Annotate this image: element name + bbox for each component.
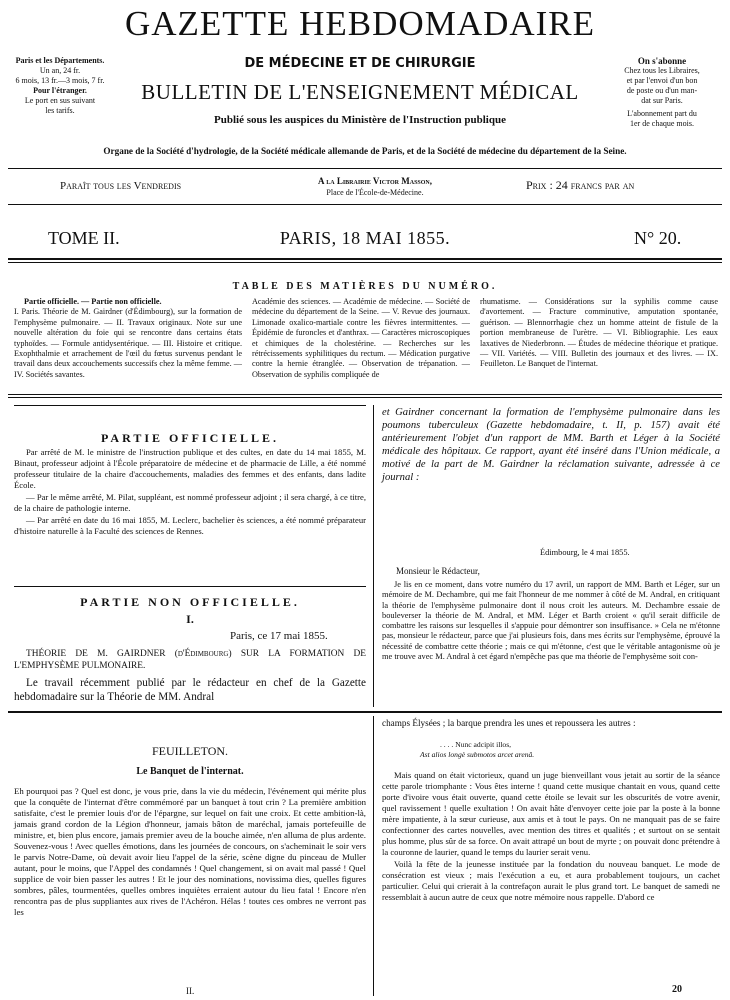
subscription-line: Paris et les Départements. <box>15 56 105 65</box>
article-continuation: et Gairdner concernant la formation de l'emphysème pulmonaire dans les poumons tuberculeux (Gazette hebdomadaire, t. II, p. 157) avait été antérieurement l'objet d'un rapport de MM. Barth et Léger à la Société médicale des hôpitaux. Ce rapport, ayant été inséré dans l'Union médicale, a motivé de la part de M. Gairdner la réclamation suivante, adressée à ce journal : <box>382 407 720 483</box>
feuilleton-body <box>14 786 366 919</box>
feuilleton-right-body <box>382 770 720 904</box>
toc-heading: TABLE DES MATIÈRES DU NUMÉRO. <box>232 281 498 292</box>
divider <box>14 586 366 587</box>
paragraph: Mais quand on était victorieux, quand un juge bienveillant vous jetait au sortir de la séance cette parole triomphante : Vous êtes interne ! quand cette musique chantait en vous, quand cette porte d'ivoire vous était ouverte, quand cette étoile se levait sur les obscurités de votre avenir, quel ravissement ! quelle exultation ! On avait hâte d'envoyer cette joie par la poste à la bonne mère impatiente, à la sœur curieuse, aux amis et à tout le pays. On ne manquait pas de se faire confectionner des cartes nouvelles, avec mention des titres et qualités ; et surtout on se sentait plus homme, plus sûr de sa force. On avait attrapé un bout de myrte ; on pouvait donc prétendre à la couronne de laurier, quand le temps du laurier serait venu. <box>382 770 720 857</box>
divider <box>8 711 722 713</box>
divider <box>8 397 722 398</box>
column-rule <box>373 405 374 707</box>
toc-column <box>14 297 242 380</box>
auspices-line: Publié sous les auspices du Ministère de l'Instruction publique <box>214 114 506 126</box>
subscription-line: L'abonnement part du <box>627 109 697 118</box>
masthead-subtitle: DE MÉDECINE ET DE CHIRURGIE <box>244 56 476 71</box>
masthead-title: GAZETTE HEBDOMADAIRE <box>124 4 596 43</box>
letter-body <box>382 580 720 663</box>
latin-quote-line: . . . . Nunc adcipit illos, <box>440 740 512 749</box>
subscription-line: Le port en sus suivant <box>24 96 96 105</box>
partie-non-officielle-heading: PARTIE NON OFFICIELLE. <box>80 595 300 609</box>
subscription-line: Chez tous les Libraires, <box>624 66 700 75</box>
divider <box>8 262 722 263</box>
letter-date: Édimbourg, le 4 mai 1855. <box>540 548 630 557</box>
subscription-line: et par l'envoi d'un bon <box>626 76 698 85</box>
publisher-address: Place de l'École-de-Médecine. <box>326 188 424 197</box>
bulletin-title: BULLETIN DE L'ENSEIGNEMENT MÉDICAL <box>141 80 579 104</box>
article-title: THÉORIE DE M. GAIRDNER (d'Édimbourg) SUR LA FORMATION DE L'EMPHYSÈME PULMONAIRE. <box>14 649 366 671</box>
feuilleton-label: FEUILLETON. <box>151 744 229 758</box>
subscription-line: Pour l'étranger. <box>33 86 87 95</box>
organ-line: Organe de la Société d'hydrologie, de la Société médicale allemande de Paris, et de la Société de médecine du département de la Seine. <box>103 146 627 156</box>
section-numeral: I. <box>186 612 194 626</box>
divider <box>8 168 722 169</box>
subscription-line: 1er de chaque mois. <box>630 119 694 128</box>
issue-number: N° 20. <box>634 228 682 248</box>
divider <box>14 405 366 406</box>
feuilleton-continuation: champs Élysées ; la barque prendra les unes et repoussera les autres : <box>382 718 636 728</box>
partie-officielle-heading: PARTIE OFFICIELLE. <box>100 431 280 445</box>
paragraph: Je lis en ce moment, dans votre numéro du 17 avril, un rapport de MM. Barth et Léger, sur un mémoire de M. Dechambre, qui me fait l'honneur de me nommer à côté de M. Andral, en critiquant la théorie de l'emphysème pulmonaire dont il nous croit les auteurs. M. Dechambre essaie de bouleverser la théorie de M. Andral, et MM. Léger et Barth croient « qu'il serait difficile de combattre les raisons sur lesquelles il s'appuie pour démontrer son insuffisance. » Cela ne m'étonne pas, monsieur le rédacteur, parce que j'ai plusieurs fois, dans mes écrits sur l'emphysème, éprouvé la nécessité de combattre cette théorie ; mais ce qui m'étonne, c'est que le véritable antagonisme où je me trouve avec M. Andral à cet égard n'empêche pas que ma théorie de l'emphysème soit con- <box>382 580 720 662</box>
paragraph: — Par le même arrêté, M. Pilat, suppléant, est nommé professeur adjoint ; il sera chargé, à ce titre, de la chaire de pathologie interne. <box>14 492 366 513</box>
subscription-line: de poste ou d'un man- <box>626 86 698 95</box>
publisher-name: A la Librairie Victor Masson, <box>318 176 432 186</box>
toc-part-labels: Partie officielle. — Partie non officielle. <box>24 297 162 306</box>
paragraph: Voilà la fête de la jeunesse instituée par la fondation du nouveau banquet. Le mode de consécration est vieux ; mais l'exécution a eu, et aura probablement toujours, un cachet particulier. Celui qui crierait à la contrefaçon aurait le plus grand tort. Le banquet de samedi ne ressemblait à aucun autre de ceux que notre mémoire nous rappelle. D'abord ce <box>382 859 720 902</box>
column-rule <box>373 716 374 996</box>
toc-column: Académie des sciences. — Académie de médecine. — Société de médecine du département de la Seine. — V. Revue des journaux. Limonade oxalico-martiale contre les fièvres intermittentes. — Épidémie de furoncles et d'anthrax. — Caractères microscopiques et chimiques de la cholestérine. — Recherches sur les rétrécissements syphilitiques du rectum. — Médication purgative contre la hernie étranglée. — Observation de trépanation. — Observation de syphilis compliquée de <box>252 297 470 379</box>
paragraph: Par arrêté de M. le ministre de l'instruction publique et des cultes, en date du 14 mai 1855, M. Binaut, professeur adjoint à l'École préparatoire de médecine et de pharmacie de Lille, a été nommé professeur titulaire de la chaire d'accouchements, maladies des femmes et des enfants, dans ladite École. <box>14 447 366 490</box>
page-number: 20 <box>672 984 682 995</box>
tome-label: TOME II. <box>48 228 120 248</box>
subscription-line: On s'abonne <box>637 56 687 66</box>
page-marker: II. <box>186 986 195 996</box>
letter-salutation: Monsieur le Rédacteur, <box>396 566 480 576</box>
paragraph: Eh pourquoi pas ? Quel est donc, je vous prie, dans la vie du médecin, l'événement qui mérite plus que la conquête de l'internat d'être commémoré par un banquet à tout crin ? La première ambition satisfaite, c'est le premier louis d'or de l'épargne, sur lequel on fait une croix. Et cette ambition-là, jamais grand cordon de la Légion d'honneur, jamais bâton de maréchal, jamais portefeuille de ministre, et, bien plus encore, jamais premier aveu de la bouche aimée, n'en alluma de plus ardente. Souvenez-vous ! Avec quelles émotions, dans les journées de concours, on s'acheminait le soir vers le parvis Notre-Dame, où devait avoir lieu l'appel de la série, scène digne du pinceau de Muller autant, pour le moins, que l'Appel des condamnés ! Quel changement, si on avait mal passé ! Quel supplice de voir bien passer les autres ! Et le jour des nominations, novissima dies, quelles figures sombres, pâles, tourmentées, quelles ombres inquiètes erraient autour du lieu fatal ! Encore n'en rencontra pas de plus suppliantes aux rives de l'Achéron. Hélas ! toutes ces ombres ne verront pas les <box>14 786 366 917</box>
issue-date: PARIS, 18 MAI 1855. <box>279 228 451 248</box>
subscription-price: Prix : 24 francs par an <box>526 178 635 192</box>
partie-officielle-body <box>14 447 366 538</box>
feuilleton-title: Le Banquet de l'internat. <box>136 766 244 777</box>
subscription-line: Un an, 24 fr. <box>39 66 81 75</box>
toc-entries: I. Paris. Théorie de M. Gairdner (d'Édimbourg), sur la formation de l'emphysème pulmonaire. — II. Travaux originaux. Note sur une nouvelle altération du foie qui se rencontre dans certains états typhoïdes. — Formule antidysentérique. — III. Histoire et critique. Exophthalmie et arrachement de l'œil du fœtus survenus pendant le travail dans deux accouchements successifs chez la même femme. — IV. Sociétés savantes. <box>14 307 242 379</box>
subscription-line: les tarifs. <box>45 106 75 115</box>
paragraph: — Par arrêté en date du 16 mai 1855, M. Leclerc, bachelier ès sciences, a été nommé préparateur d'histoire naturelle à la Faculté des sciences de Rennes. <box>14 515 366 536</box>
dateline: Paris, ce 17 mai 1855. <box>230 630 328 642</box>
toc-column: rhumatisme. — Considérations sur la syphilis comme cause d'avortement. — Fracture comminutive, amputation spontanée, guérison. — Blennorrhagie chez un homme atteint de fistule de la portion membraneuse de l'urètre. — VI. Bibliographie. Les eaux laxatives de Niederbronn. — Études de médecine théorique et pratique. — VII. Variétés. — VIII. Bulletin des journaux et des livres. — IX. Feuilleton. Le Banquet de l'internat. <box>480 297 718 369</box>
divider <box>8 204 722 205</box>
divider <box>8 258 722 260</box>
divider <box>8 394 722 395</box>
subscription-prices <box>10 56 110 116</box>
subscription-line: dat sur Paris. <box>641 96 683 105</box>
subscription-info <box>606 56 718 129</box>
frequency-note: Paraît tous les Vendredis <box>60 180 182 192</box>
article-lead: Le travail récemment publié par le rédacteur en chef de la Gazette hebdomadaire sur la Théorie de MM. Andral <box>14 677 366 703</box>
latin-quote-line: Ast alios longè submotos arcet arenâ. <box>420 750 535 759</box>
subscription-line: 6 mois, 13 fr.—3 mois, 7 fr. <box>15 76 105 85</box>
